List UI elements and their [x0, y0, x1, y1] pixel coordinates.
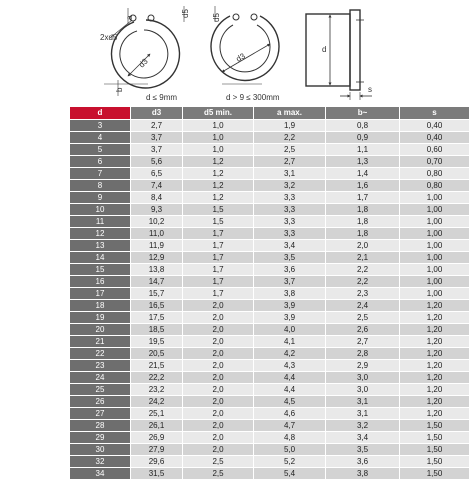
- cell-s: 0,60: [400, 144, 470, 156]
- cell-d3: 22,2: [131, 372, 183, 384]
- cell-a-max: 4,4: [254, 384, 326, 396]
- cell-d3: 3,7: [131, 132, 183, 144]
- table-row: [70, 324, 470, 336]
- cell-d: 12: [70, 228, 131, 240]
- cell-s: 1,50: [400, 420, 470, 432]
- cell-b: 2,2: [326, 276, 400, 288]
- table-row: [70, 288, 470, 300]
- cell-d5-min: 2,0: [183, 408, 254, 420]
- label-d5-large: d5: [212, 13, 221, 22]
- label-range-large: d > 9 ≤ 300mm: [226, 93, 280, 102]
- cell-s: 0,80: [400, 168, 470, 180]
- cell-d5-min: 1,7: [183, 240, 254, 252]
- cell-a-max: 3,3: [254, 204, 326, 216]
- table-row: [70, 336, 470, 348]
- label-d3-large: d3: [234, 51, 247, 64]
- cell-d: 25: [70, 384, 131, 396]
- cell-d3: 20,5: [131, 348, 183, 360]
- cell-b: 3,0: [326, 384, 400, 396]
- header-a-max: a max.: [254, 107, 326, 120]
- cell-d: 34: [70, 468, 131, 480]
- cell-b: 2,5: [326, 312, 400, 324]
- cell-b: 1,6: [326, 180, 400, 192]
- label-s: s: [368, 85, 372, 94]
- cell-a-max: 4,7: [254, 420, 326, 432]
- cell-s: 1,00: [400, 204, 470, 216]
- header-b: b~: [326, 107, 400, 120]
- table-row: [70, 348, 470, 360]
- table-row: [70, 468, 470, 480]
- table-row: [70, 300, 470, 312]
- table-row: [70, 144, 470, 156]
- cell-s: 1,50: [400, 468, 470, 480]
- cell-d: 29: [70, 432, 131, 444]
- cell-s: 1,00: [400, 288, 470, 300]
- cell-d5-min: 2,0: [183, 420, 254, 432]
- cell-d5-min: 2,0: [183, 372, 254, 384]
- cell-d5-min: 1,2: [183, 192, 254, 204]
- cell-b: 2,3: [326, 288, 400, 300]
- cell-d: 20: [70, 324, 131, 336]
- circlip-large-diagram: [211, 6, 279, 84]
- cell-a-max: 4,3: [254, 360, 326, 372]
- cell-d: 4: [70, 132, 131, 144]
- cell-s: 1,50: [400, 456, 470, 468]
- cell-b: 1,8: [326, 216, 400, 228]
- table-row: [70, 456, 470, 468]
- cell-a-max: 3,3: [254, 228, 326, 240]
- cell-s: 1,20: [400, 300, 470, 312]
- table-row: [70, 180, 470, 192]
- table-row: [70, 168, 470, 180]
- cell-d3: 19,5: [131, 336, 183, 348]
- cell-s: 1,20: [400, 360, 470, 372]
- cell-b: 2,0: [326, 240, 400, 252]
- cell-s: 1,20: [400, 336, 470, 348]
- table-row: [70, 312, 470, 324]
- cell-d3: 15,7: [131, 288, 183, 300]
- cell-d5-min: 1,5: [183, 204, 254, 216]
- cell-b: 0,9: [326, 132, 400, 144]
- lug-hole-large-left-icon: [233, 14, 239, 20]
- cell-s: 1,20: [400, 396, 470, 408]
- cell-a-max: 2,7: [254, 156, 326, 168]
- table-row: [70, 420, 470, 432]
- cell-a-max: 4,4: [254, 372, 326, 384]
- label-2xd5: 2xd5: [100, 33, 118, 42]
- cell-a-max: 3,7: [254, 276, 326, 288]
- cell-a-max: 1,9: [254, 120, 326, 132]
- cell-a-max: 5,0: [254, 444, 326, 456]
- table-row: [70, 432, 470, 444]
- cell-d3: 31,5: [131, 468, 183, 480]
- cell-d3: 14,7: [131, 276, 183, 288]
- cell-a-max: 4,1: [254, 336, 326, 348]
- table-row: [70, 444, 470, 456]
- cell-b: 1,3: [326, 156, 400, 168]
- cell-d3: 3,7: [131, 144, 183, 156]
- cell-s: 0,40: [400, 120, 470, 132]
- cell-d: 9: [70, 192, 131, 204]
- table-row: [70, 132, 470, 144]
- cell-d: 28: [70, 420, 131, 432]
- cell-d: 32: [70, 456, 131, 468]
- cell-b: 2,7: [326, 336, 400, 348]
- cell-s: 1,20: [400, 372, 470, 384]
- cell-d5-min: 2,0: [183, 360, 254, 372]
- cell-s: 1,20: [400, 348, 470, 360]
- cell-b: 2,6: [326, 324, 400, 336]
- cell-d5-min: 2,0: [183, 300, 254, 312]
- table-row: [70, 156, 470, 168]
- cell-d5-min: 2,0: [183, 348, 254, 360]
- cell-b: 1,4: [326, 168, 400, 180]
- cell-b: 2,1: [326, 252, 400, 264]
- cell-a-max: 3,5: [254, 252, 326, 264]
- cell-d5-min: 2,5: [183, 456, 254, 468]
- cell-a-max: 3,3: [254, 192, 326, 204]
- cell-b: 1,1: [326, 144, 400, 156]
- circlip-large-outline: [211, 16, 279, 81]
- cell-a-max: 4,0: [254, 324, 326, 336]
- cell-d: 7: [70, 168, 131, 180]
- circlip-side-view: [306, 10, 372, 100]
- table-row: [70, 396, 470, 408]
- table-row: [70, 120, 470, 132]
- table-row: [70, 360, 470, 372]
- cell-b: 1,7: [326, 192, 400, 204]
- cell-d3: 7,4: [131, 180, 183, 192]
- cell-s: 1,00: [400, 264, 470, 276]
- cell-a-max: 3,1: [254, 168, 326, 180]
- cell-d: 22: [70, 348, 131, 360]
- cell-b: 2,9: [326, 360, 400, 372]
- table-row: [70, 252, 470, 264]
- cell-d5-min: 2,0: [183, 396, 254, 408]
- cell-d3: 17,5: [131, 312, 183, 324]
- cell-d5-min: 2,5: [183, 468, 254, 480]
- cell-a-max: 3,8: [254, 288, 326, 300]
- cell-b: 3,0: [326, 372, 400, 384]
- cell-d3: 6,5: [131, 168, 183, 180]
- label-b: b: [115, 87, 124, 92]
- cell-d3: 11,0: [131, 228, 183, 240]
- cell-d5-min: 1,7: [183, 228, 254, 240]
- cell-d: 17: [70, 288, 131, 300]
- cell-s: 1,00: [400, 216, 470, 228]
- cell-b: 3,8: [326, 468, 400, 480]
- cell-s: 1,20: [400, 384, 470, 396]
- cell-d: 6: [70, 156, 131, 168]
- label-d5: d5: [181, 9, 190, 18]
- cell-b: 2,2: [326, 264, 400, 276]
- table-body: [70, 120, 470, 480]
- cell-s: 0,40: [400, 132, 470, 144]
- label-d3-small: d3: [137, 56, 150, 70]
- cell-d: 24: [70, 372, 131, 384]
- header-d3: d3: [131, 107, 183, 120]
- table-row: [70, 192, 470, 204]
- cell-d: 18: [70, 300, 131, 312]
- cell-d3: 24,2: [131, 396, 183, 408]
- cell-d: 8: [70, 180, 131, 192]
- cell-d5-min: 1,7: [183, 252, 254, 264]
- cell-d5-min: 1,0: [183, 120, 254, 132]
- cell-d5-min: 1,2: [183, 168, 254, 180]
- cell-d3: 13,8: [131, 264, 183, 276]
- cell-d: 5: [70, 144, 131, 156]
- cell-d5-min: 1,5: [183, 216, 254, 228]
- cell-a-max: 5,2: [254, 456, 326, 468]
- header-s: s: [400, 107, 470, 120]
- cell-s: 0,80: [400, 180, 470, 192]
- cell-a-max: 4,5: [254, 396, 326, 408]
- cell-d: 13: [70, 240, 131, 252]
- cell-d5-min: 2,0: [183, 384, 254, 396]
- cell-d5-min: 2,0: [183, 432, 254, 444]
- cell-s: 1,20: [400, 324, 470, 336]
- cell-b: 3,1: [326, 396, 400, 408]
- cell-a-max: 4,2: [254, 348, 326, 360]
- cell-b: 3,5: [326, 444, 400, 456]
- table-row: [70, 264, 470, 276]
- cell-d3: 29,6: [131, 456, 183, 468]
- cell-a-max: 2,5: [254, 144, 326, 156]
- cell-d: 30: [70, 444, 131, 456]
- cell-a-max: 3,2: [254, 180, 326, 192]
- cell-a-max: 3,3: [254, 216, 326, 228]
- cell-d3: 16,5: [131, 300, 183, 312]
- header-d: d: [70, 107, 131, 120]
- cell-d: 21: [70, 336, 131, 348]
- cell-b: 1,8: [326, 204, 400, 216]
- table-row: [70, 228, 470, 240]
- cell-d3: 10,2: [131, 216, 183, 228]
- label-d: d: [322, 45, 327, 54]
- cell-d5-min: 1,7: [183, 276, 254, 288]
- cell-d3: 21,5: [131, 360, 183, 372]
- cell-a-max: 2,2: [254, 132, 326, 144]
- cell-b: 0,8: [326, 120, 400, 132]
- cell-s: 1,20: [400, 408, 470, 420]
- cell-b: 3,6: [326, 456, 400, 468]
- label-range-small: d ≤ 9mm: [146, 93, 178, 102]
- cell-d5-min: 1,7: [183, 288, 254, 300]
- lug-hole-large-right-icon: [251, 14, 257, 20]
- table-row: [70, 372, 470, 384]
- cell-s: 1,00: [400, 228, 470, 240]
- cell-b: 3,2: [326, 420, 400, 432]
- cell-s: 1,00: [400, 252, 470, 264]
- cell-d: 27: [70, 408, 131, 420]
- cell-d: 23: [70, 360, 131, 372]
- cell-d3: 25,1: [131, 408, 183, 420]
- circlip-small-diagram: [104, 6, 184, 96]
- cell-d3: 5,6: [131, 156, 183, 168]
- cell-d5-min: 2,0: [183, 444, 254, 456]
- cell-s: 1,50: [400, 432, 470, 444]
- cell-a-max: 5,4: [254, 468, 326, 480]
- cell-a-max: 3,4: [254, 240, 326, 252]
- cell-d5-min: 2,0: [183, 336, 254, 348]
- cell-d: 14: [70, 252, 131, 264]
- cell-s: 1,00: [400, 192, 470, 204]
- cell-d5-min: 1,0: [183, 132, 254, 144]
- cell-d: 15: [70, 264, 131, 276]
- header-d5-min: d5 min.: [183, 107, 254, 120]
- table-row: [70, 408, 470, 420]
- table-row: [70, 384, 470, 396]
- cell-s: 1,00: [400, 240, 470, 252]
- cell-s: 1,50: [400, 444, 470, 456]
- label-a: a: [125, 15, 134, 20]
- cell-a-max: 3,9: [254, 300, 326, 312]
- cell-a-max: 4,6: [254, 408, 326, 420]
- cell-b: 1,8: [326, 228, 400, 240]
- table-row: [70, 216, 470, 228]
- cell-d3: 2,7: [131, 120, 183, 132]
- cell-a-max: 4,8: [254, 432, 326, 444]
- cell-s: 1,00: [400, 276, 470, 288]
- cell-b: 3,1: [326, 408, 400, 420]
- cell-b: 2,4: [326, 300, 400, 312]
- circlip-spec-table: [70, 107, 470, 480]
- cell-d: 19: [70, 312, 131, 324]
- cell-s: 0,70: [400, 156, 470, 168]
- cell-s: 1,20: [400, 312, 470, 324]
- technical-drawing: [0, 0, 474, 106]
- table-row: [70, 240, 470, 252]
- cell-d5-min: 1,7: [183, 264, 254, 276]
- cell-d: 11: [70, 216, 131, 228]
- shaft-body: [306, 14, 350, 86]
- cell-d5-min: 1,0: [183, 144, 254, 156]
- cell-d5-min: 1,2: [183, 156, 254, 168]
- table-row: [70, 204, 470, 216]
- cell-d5-min: 2,0: [183, 324, 254, 336]
- cell-d: 3: [70, 120, 131, 132]
- circlip-side-section: [350, 10, 360, 90]
- cell-d3: 11,9: [131, 240, 183, 252]
- cell-d3: 18,5: [131, 324, 183, 336]
- table-header-row: [70, 107, 470, 120]
- cell-d: 10: [70, 204, 131, 216]
- circlip-small-inner: [120, 30, 168, 78]
- cell-d3: 9,3: [131, 204, 183, 216]
- cell-a-max: 3,9: [254, 312, 326, 324]
- cell-d3: 8,4: [131, 192, 183, 204]
- cell-d5-min: 2,0: [183, 312, 254, 324]
- cell-d3: 26,1: [131, 420, 183, 432]
- cell-d3: 26,9: [131, 432, 183, 444]
- cell-d3: 23,2: [131, 384, 183, 396]
- cell-d3: 27,9: [131, 444, 183, 456]
- cell-b: 2,8: [326, 348, 400, 360]
- cell-d: 16: [70, 276, 131, 288]
- table-row: [70, 276, 470, 288]
- cell-d: 26: [70, 396, 131, 408]
- cell-d3: 12,9: [131, 252, 183, 264]
- cell-d5-min: 1,2: [183, 180, 254, 192]
- cell-b: 3,4: [326, 432, 400, 444]
- cell-a-max: 3,6: [254, 264, 326, 276]
